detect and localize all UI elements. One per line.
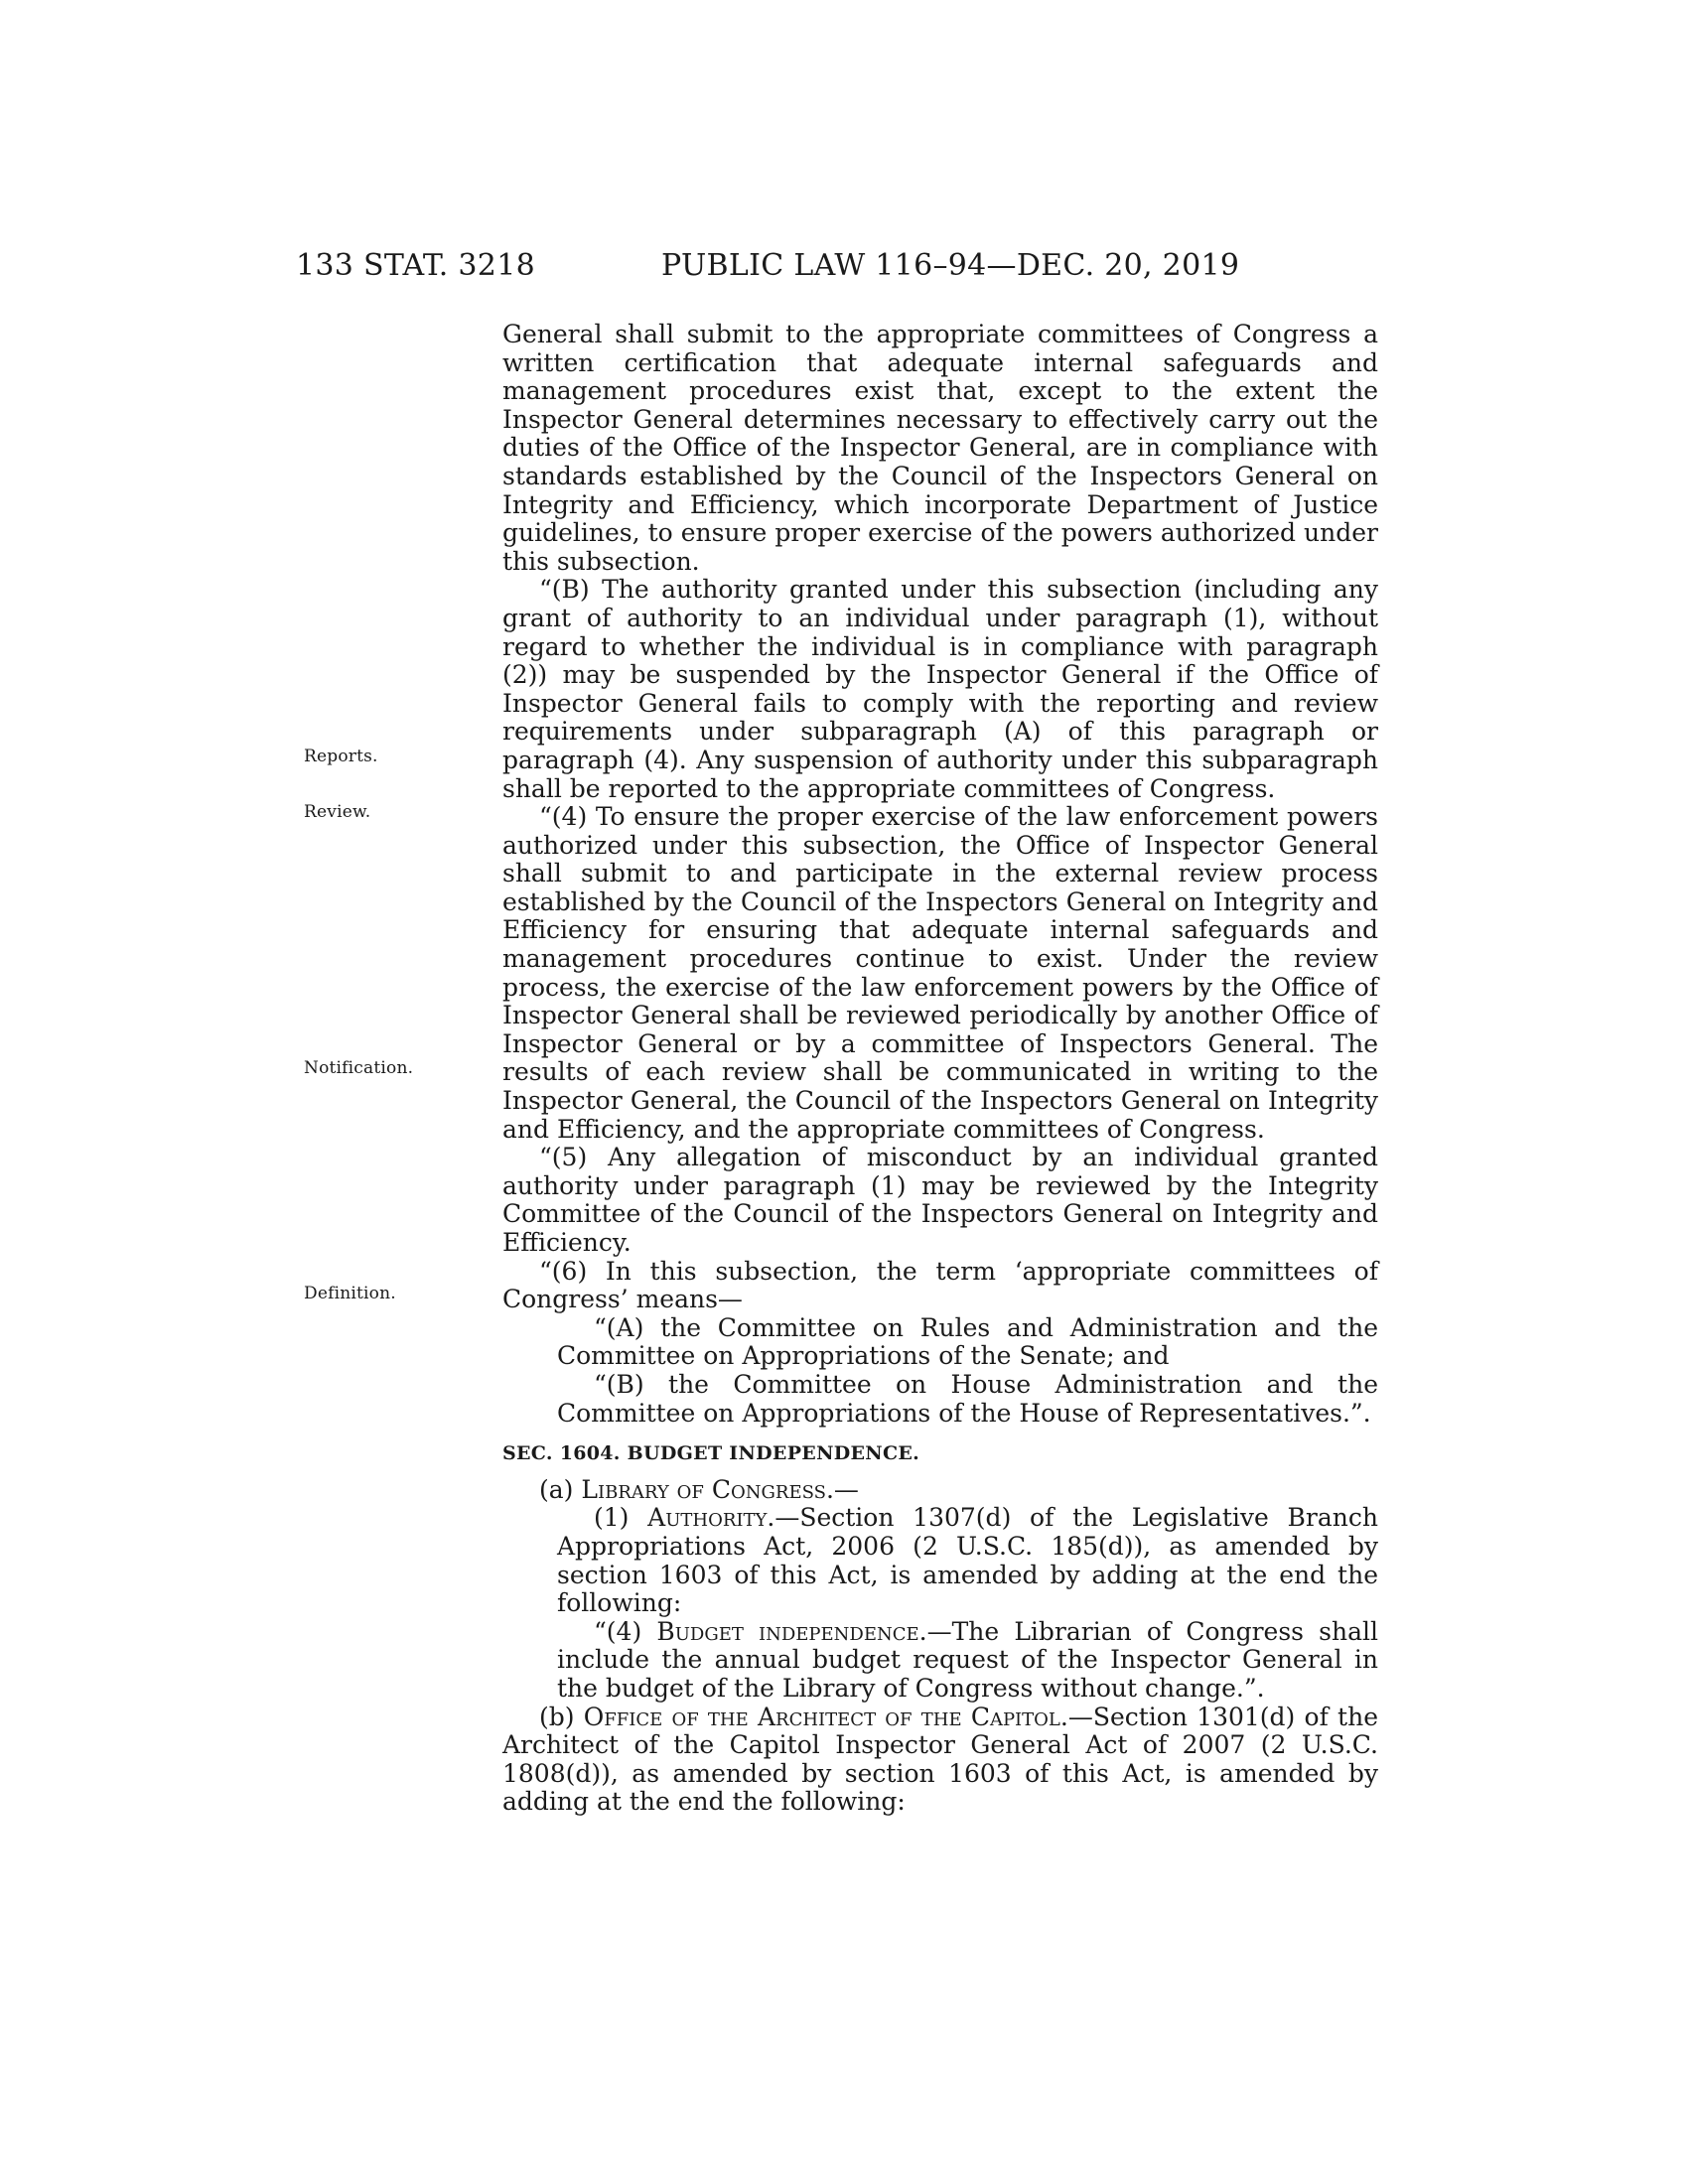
quoted-paragraph-4-label: “(4) [594,1616,657,1646]
subsection-b-text: .—Section 1301(d) of the Architect of the Capitol Inspector General Act of 2007 (2 U.S.C. 1808(d)), as amended by section 1603 of this Act, is amended by adding at the end the following: [502,1702,1378,1817]
paragraph-a1-authority [502,1504,1378,1617]
quoted-paragraph-4-title: Budget independence [656,1616,919,1646]
paragraph-6b-house: “(B) the Committee on House Administration and the Committee on Appropriations of the House of Representatives.”. [557,1369,1378,1428]
subsection-a-heading [502,1476,1378,1505]
paragraph-certification: General shall submit to the appropriate committees of Congress a written certification that adequate internal safeguards and management procedures exist that, except to the extent the Inspector General determines necessary to effectively carry out the duties of the Office of the Inspector General, are in compliance with standards established by the Council of the Inspectors General on Integrity and Efficiency, which incorporate Department of Justice guidelines, to ensure proper exercise of the powers authorized under this subsection. [502,320,1378,576]
subsection-a-label: (a) [539,1474,582,1504]
subsection-a-title: Library of Congress [581,1474,826,1504]
paragraph-5-misconduct: “(5) Any allegation of misconduct by an individual granted authority under paragraph (1) may be reviewed by the Integrity Committee of the Council of the Inspectors General on Integrity and Efficiency. [502,1143,1378,1257]
paragraph-a1-text: .—Section 1307(d) of the Legislative Branch Appropriations Act, 2006 (2 U.S.C. 185(d)), as amended by section 1603 of this Act, is amended by adding at the end the following: [557,1503,1378,1618]
subsection-b-architect [502,1704,1378,1817]
paragraph-4-external-review: “(4) To ensure the proper exercise of the law enforcement powers authorized under this subsection, the Office of Inspector General shall submit to and participate in the external review process established by the Council of the Inspectors General on Integrity and Efficiency for ensuring that adequate internal safeguards and management procedures continue to exist. Under the review process, the exercise of the law enforcement powers by the Office of Inspector General shall be reviewed periodically by another Office of Inspector General or by a committee of Inspectors General. The results of each review shall be communicated in writing to the Inspector General, the Council of the Inspectors General on Integrity and Efficiency, and the appropriate committees of Congress. [502,802,1378,1144]
subsection-b-label: (b) [539,1702,584,1731]
paragraph-6-definition: “(6) In this subsection, the term ‘appropriate committees of Congress’ means— [502,1256,1378,1314]
subsection-b-title: Office of the Architect of the Capitol [583,1702,1060,1731]
margin-note-definition: Definition. [304,1284,396,1303]
paragraph-a1-title: Authority [647,1503,768,1533]
paragraph-a1-label: (1) [594,1503,648,1533]
paragraph-6a-senate: “(A) the Committee on Rules and Administration and the Committee on Appropriations of the Senate; and [557,1312,1378,1371]
margin-note-review: Review. [304,802,371,822]
quoted-paragraph-4-text: .—The Librarian of Congress shall include the annual budget request of the Inspector General in the budget of the Library of Congress without change.”. [557,1616,1378,1703]
margin-note-notification: Notification. [304,1058,414,1078]
public-law-title: PUBLIC LAW 116–94—DEC. 20, 2019 [661,248,1240,283]
statute-page-number: 133 STAT. 3218 [296,248,535,283]
page-header [296,248,1368,288]
subsection-a-dash: .— [825,1474,859,1504]
quoted-paragraph-4-budget [502,1618,1378,1704]
paragraph-b-suspension: “(B) The authority granted under this subsection (including any grant of authority to an individual under paragraph (1), without regard to whether the individual is in compliance with paragraph (2)) may be suspended by the Inspector General if the Office of Inspector General fails to comply with the reporting and review requirements under subparagraph (A) of this paragraph or paragraph (4). Any suspension of authority under this subparagraph shall be reported to the appropriate committees of Congress. [502,575,1378,803]
margin-note-reports: Reports. [304,747,378,766]
section-heading: SEC. 1604. BUDGET INDEPENDENCE. [502,1442,920,1465]
document-body [502,321,1378,1817]
